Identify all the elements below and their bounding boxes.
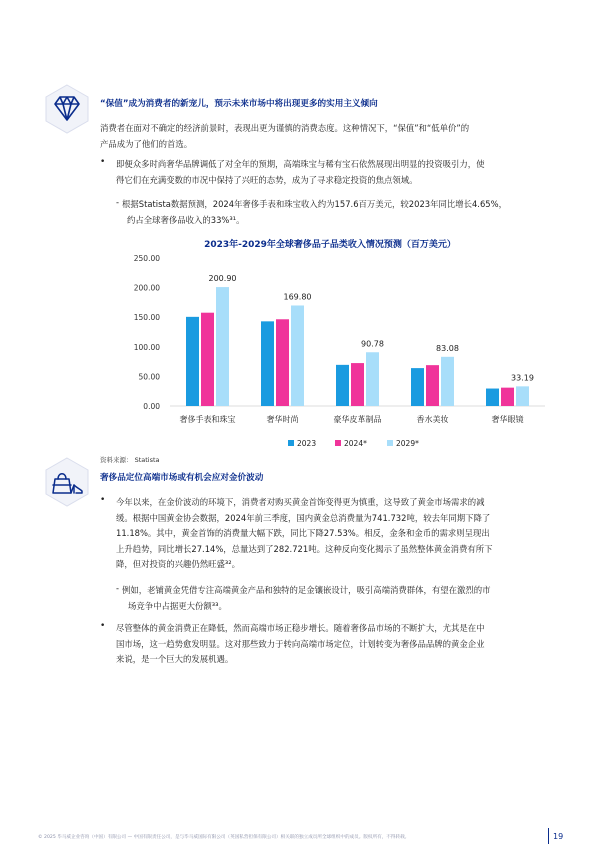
bullet-marker: • [100,495,106,505]
y-tick-label: 200.00 [133,283,160,293]
bar-2023-2 [336,365,349,406]
legend-swatch [288,440,294,446]
sub-bullet-marker: - [116,197,120,207]
bar-2024-2 [351,363,364,406]
category-label: 香水美妆 [416,415,449,424]
footer-copyright: © 2025 毕马威企业咨询（中国）有限公司 — 中国有限责任公司，是与毕马威国际有限公司（英国私营担保有限公司）相关联的独立成员所全球组织中的成员。版权所有，不得转载。 [38,835,410,840]
bar-2023-0 [186,317,199,406]
section1-bullet1: 即便众多时尚奢华品牌调低了对全年的预期，高端珠宝与稀有宝石依然展现出明显的投资吸引力，使 得它们在充满变数的市况中保持了兴旺的态势，成为了寻求稳定投资的焦点领域。 [116,159,485,185]
section2-bullet1: 今年以来，在金价波动的环境下，消费者对购买黄金首饰变得更为慎重，这导致了黄金市场需求的减 缓。根据中国黄金协会数据，2024年前三季度，国内黄金总消费量为741.732吨，较去年同期下降了 11.18%。其中，黄金首饰的消费量大幅下跌，同比下降27.53%。相反，金条和金币的需求则呈现出 上升趋势，同比增长27.14%，总量达到了282.721吨。这种反向变化揭示了虽然整体黄金消费有所下 降，但对投资的兴趣仍然旺盛³²。 [116,497,493,569]
y-tick-label: 50.00 [138,372,160,382]
chart-title: 2023年-2029年全球奢侈品子品类收入情况预测（百万美元） [204,240,456,250]
section1-intro: 消费者在面对不确定的经济前景时，表现出更为谨慎的消费态度。这种情况下，“保值”和“低单价”的 产品成为了他们的首选。 [100,123,470,149]
section2-heading: 奢侈品定位高端市场或有机会应对金价波动 [100,473,264,483]
y-tick-label: 150.00 [133,313,160,323]
legend-label: 2023 [297,439,317,448]
diamond-icon [40,82,94,136]
bullet-marker: • [100,157,106,167]
bar-2024-0 [201,313,214,406]
data-label: 169.80 [283,292,312,302]
section1-sub-bullet: 根据Statista数据预测，2024年奢侈手表和珠宝收入约为157.6百万美元，较2023年同比增长4.65%， 约占全球奢侈品收入的33%³¹。 [122,199,507,225]
source-note: 资料来源： Statista [100,456,160,464]
category-label: 奢侈手表和珠宝 [179,415,236,424]
bar-2029-3 [441,357,454,406]
bar-2029-0 [216,287,229,406]
bar-2029-4 [516,386,529,406]
legend-label: 2029* [396,439,419,448]
bar-2029-1 [291,305,304,406]
category-label: 奢华眼镜 [491,415,524,424]
y-tick-label: 0.00 [143,402,160,411]
bullet-marker: • [100,621,106,631]
page-number: 19 [553,832,564,841]
bar-2029-2 [366,352,379,406]
y-tick-label: 250.00 [133,254,160,263]
legend-label: 2024* [344,439,367,448]
bar-2024-1 [276,319,289,406]
bar-chart [100,250,560,455]
bar-2024-4 [501,388,514,406]
handbag-heels-icon [40,455,94,509]
bar-2023-3 [411,368,424,406]
bar-2024-3 [426,365,439,406]
category-label: 豪华皮革制品 [333,415,382,424]
footer-divider [548,828,549,844]
category-label: 奢华时尚 [266,415,299,424]
section2-sub-bullet: 例如，老铺黄金凭借专注高端黄金产品和独特的足金镶嵌设计，吸引高端消费群体，有望在激烈的市 场竞争中占据更大份额³³。 [122,585,491,611]
sub-bullet-marker: - [116,583,120,593]
data-label: 83.08 [436,343,459,353]
data-label: 90.78 [361,339,384,349]
bar-2023-1 [261,321,274,406]
data-label: 33.19 [511,373,534,383]
legend-swatch [335,440,341,446]
section1-heading: “保值”成为消费者的新宠儿，预示未来市场中将出现更多的实用主义倾向 [100,99,378,109]
data-label: 200.90 [208,274,237,284]
legend-swatch [387,440,393,446]
section2-bullet2: 尽管整体的黄金消费正在降低，然而高端市场正稳步增长。随着奢侈品市场的不断扩大，尤其是在中 国市场，这一趋势愈发明显。这对那些致力于转向高端市场定位，计划转变为奢侈品品牌的黄金企业 来说，是一个巨大的发展机遇。 [116,623,485,664]
y-tick-label: 100.00 [133,342,160,352]
bar-2023-4 [486,389,499,406]
